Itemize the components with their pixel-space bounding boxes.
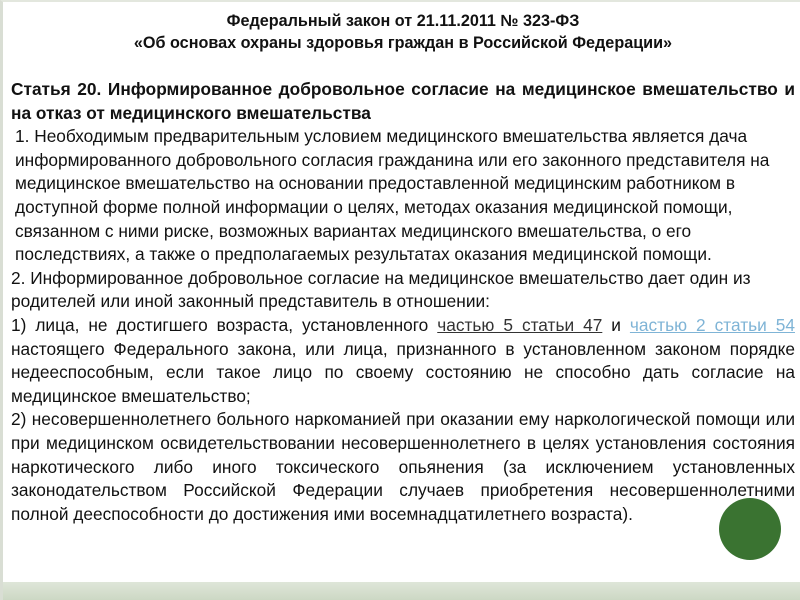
bottom-strip	[3, 582, 800, 600]
paragraph-2: 2. Информированное добровольное согласие на медицинское вмешательство дает один из родителей или иной законный представитель в отношении:	[11, 267, 751, 312]
paragraph-3-start: 1) лица, не достигшего возраста, установленного	[11, 314, 438, 335]
article-heading: Статья 20. Информированное добровольное согласие на медицинское вмешательство и на отказ от медицинского вмешательства	[11, 79, 795, 123]
law-title-line1: Федеральный закон от 21.11.2011 № 323-ФЗ	[226, 12, 580, 30]
spacer	[11, 54, 795, 78]
law-reference-link-part5-article47[interactable]: частью 5 статьи 47	[437, 314, 603, 335]
paragraph-3-end: настоящего Федерального закона, или лица, признанного в установленном законом порядке недееспособным, если такое лицо по своему состоянию не способно дать согласие на медицинское вмешательство;	[11, 338, 795, 406]
law-reference-link-part2-article54[interactable]: частью 2 статьи 54	[629, 314, 795, 335]
paragraph-3-mid: и	[602, 314, 630, 335]
paragraph-1: 1. Необходимым предварительным условием медицинского вмешательства является дача информированного добровольного согласия гражданина или его законного представителя на медицинское вмешательство на основании предоставленной медицинским работником в доступной форме полной информации о целях, методах оказания медицинской помощи, связанном с ними риске, возможных вариантах медицинского вмешательства, о его последствиях, а также о предполагаемых результатах оказания медицинской помощи.	[15, 126, 770, 265]
law-title-line2: «Об основах охраны здоровья граждан в Российской Федерации»	[133, 34, 673, 52]
paragraph-3	[11, 314, 795, 408]
document-content	[11, 10, 795, 526]
paragraph-4: 2) несовершеннолетнего больного наркоманией при оказании ему наркологической помощи или при медицинском освидетельствовании несовершеннолетнего в целях установления состояния наркотического либо иного токсического опьянения (за исключением установленных законодательством Российской Федерации случаев приобретения несовершеннолетними полной дееспособности до достижения ими восемнадцатилетнего возраста).	[11, 409, 795, 524]
